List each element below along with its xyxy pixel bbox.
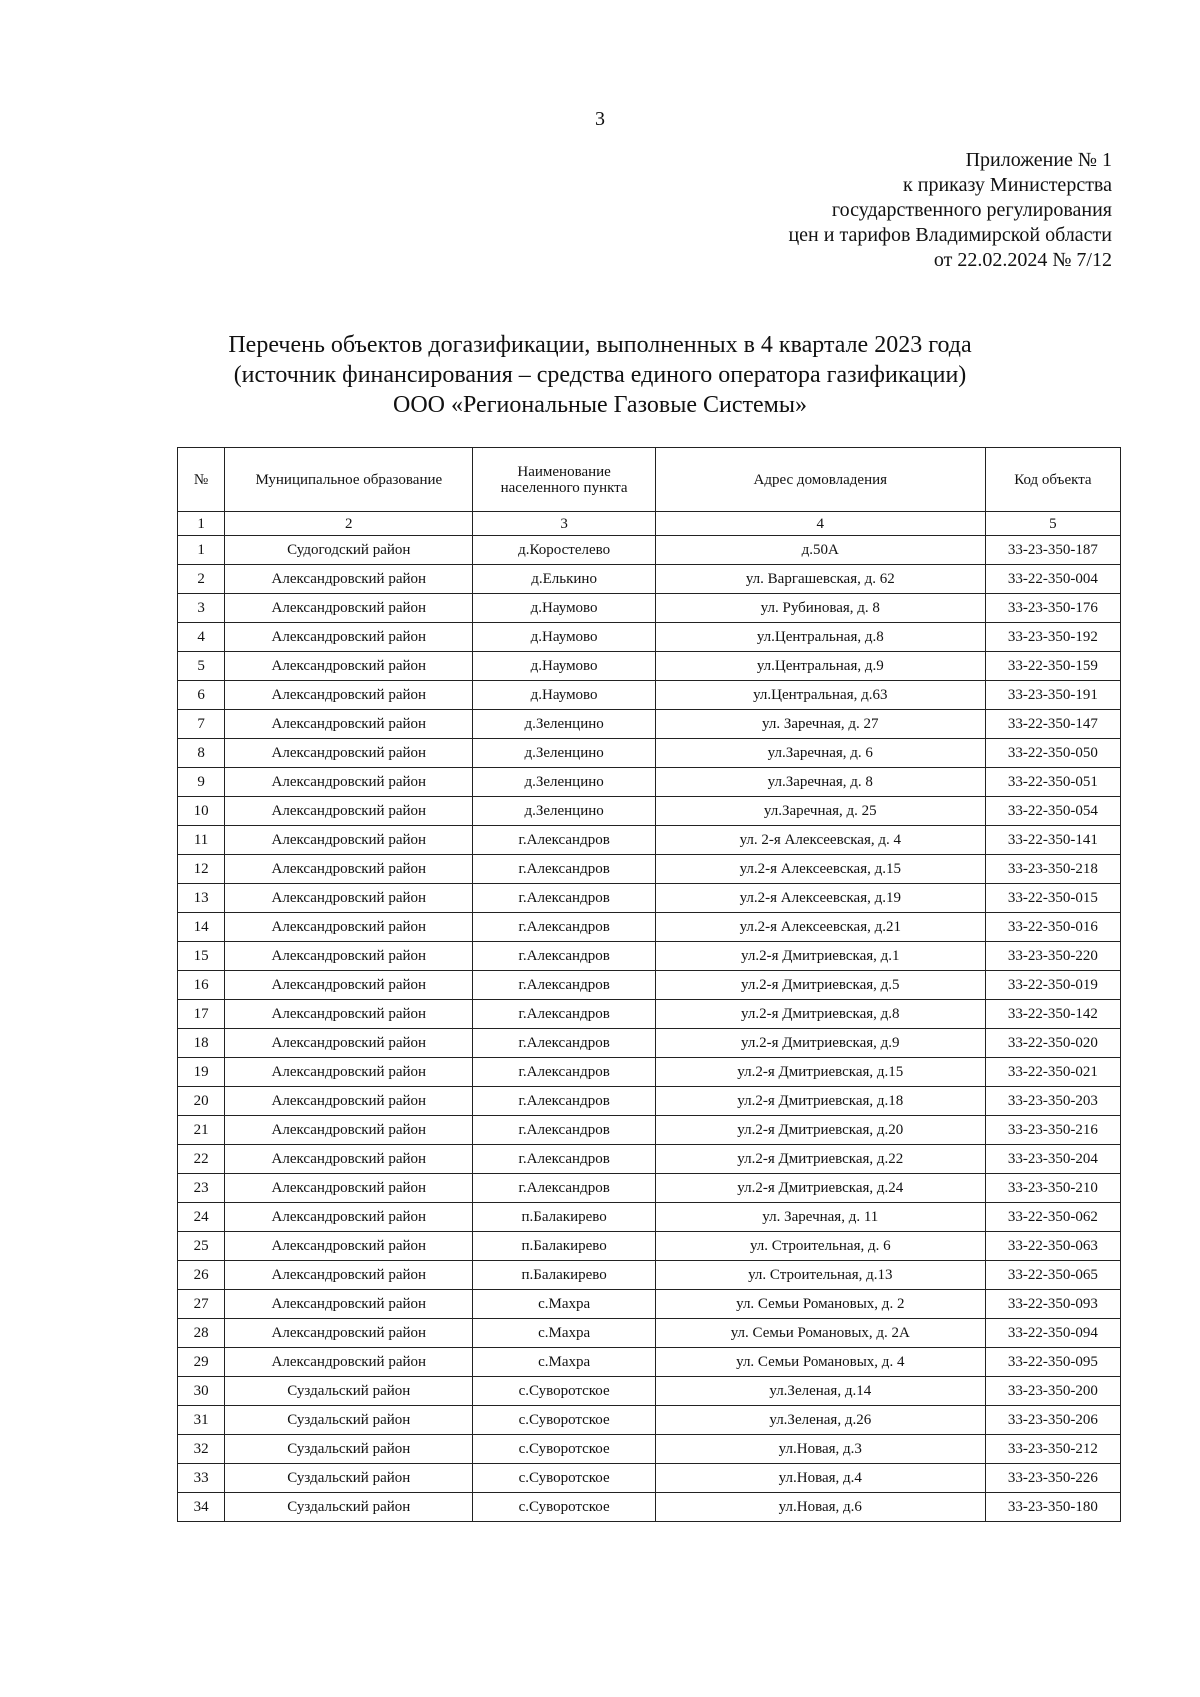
- cell-number: 32: [178, 1435, 225, 1464]
- cell-address: ул.Новая, д.6: [655, 1493, 985, 1522]
- cell-settlement: г.Александров: [473, 971, 655, 1000]
- cell-municipality: Александровский район: [225, 652, 473, 681]
- cell-object-code: 33-22-350-020: [985, 1029, 1120, 1058]
- cell-municipality: Александровский район: [225, 565, 473, 594]
- cell-number: 6: [178, 681, 225, 710]
- header-number: №: [178, 448, 225, 512]
- cell-number: 18: [178, 1029, 225, 1058]
- cell-number: 22: [178, 1145, 225, 1174]
- cell-address: ул.2-я Алексеевская, д.19: [655, 884, 985, 913]
- cell-municipality: Александровский район: [225, 797, 473, 826]
- cell-object-code: 33-23-350-176: [985, 594, 1120, 623]
- cell-municipality: Суздальский район: [225, 1377, 473, 1406]
- cell-number: 5: [178, 652, 225, 681]
- cell-municipality: Александровский район: [225, 768, 473, 797]
- header-object-code: Код объекта: [985, 448, 1120, 512]
- cell-number: 26: [178, 1261, 225, 1290]
- cell-number: 25: [178, 1232, 225, 1261]
- cell-municipality: Александровский район: [225, 739, 473, 768]
- cell-settlement: г.Александров: [473, 1174, 655, 1203]
- table-row: [178, 1029, 1121, 1058]
- cell-address: ул.Заречная, д. 25: [655, 797, 985, 826]
- cell-object-code: 33-23-350-191: [985, 681, 1120, 710]
- cell-settlement: г.Александров: [473, 1116, 655, 1145]
- cell-object-code: 33-22-350-141: [985, 826, 1120, 855]
- cell-address: ул.2-я Дмитриевская, д.1: [655, 942, 985, 971]
- cell-object-code: 33-23-350-226: [985, 1464, 1120, 1493]
- table-row: [178, 681, 1121, 710]
- cell-settlement: г.Александров: [473, 1145, 655, 1174]
- cell-address: ул. Заречная, д. 11: [655, 1203, 985, 1232]
- cell-address: ул.2-я Алексеевская, д.15: [655, 855, 985, 884]
- cell-settlement: г.Александров: [473, 884, 655, 913]
- cell-object-code: 33-22-350-015: [985, 884, 1120, 913]
- cell-number: 34: [178, 1493, 225, 1522]
- cell-settlement: с.Суворотское: [473, 1377, 655, 1406]
- cell-number: 21: [178, 1116, 225, 1145]
- cell-municipality: Александровский район: [225, 1174, 473, 1203]
- cell-municipality: Александровский район: [225, 1319, 473, 1348]
- table-row: [178, 652, 1121, 681]
- cell-settlement: г.Александров: [473, 942, 655, 971]
- cell-address: ул.Центральная, д.8: [655, 623, 985, 652]
- cell-object-code: 33-22-350-016: [985, 913, 1120, 942]
- table-row: [178, 942, 1121, 971]
- cell-number: 20: [178, 1087, 225, 1116]
- cell-municipality: Александровский район: [225, 1232, 473, 1261]
- cell-object-code: 33-23-350-210: [985, 1174, 1120, 1203]
- cell-settlement: с.Махра: [473, 1348, 655, 1377]
- cell-number: 15: [178, 942, 225, 971]
- cell-address: ул.Зеленая, д.26: [655, 1406, 985, 1435]
- cell-object-code: 33-22-350-159: [985, 652, 1120, 681]
- cell-address: ул.Новая, д.3: [655, 1435, 985, 1464]
- cell-municipality: Александровский район: [225, 681, 473, 710]
- table-row: [178, 1319, 1121, 1348]
- cell-number: 27: [178, 1290, 225, 1319]
- appendix-block: [788, 148, 1112, 273]
- cell-settlement: п.Балакирево: [473, 1261, 655, 1290]
- cell-object-code: 33-22-350-093: [985, 1290, 1120, 1319]
- cell-address: ул.Заречная, д. 6: [655, 739, 985, 768]
- table-row: [178, 1116, 1121, 1145]
- cell-address: ул.2-я Дмитриевская, д.22: [655, 1145, 985, 1174]
- cell-number: 30: [178, 1377, 225, 1406]
- cell-address: ул. Строительная, д. 6: [655, 1232, 985, 1261]
- cell-address: ул. Варгашевская, д. 62: [655, 565, 985, 594]
- table-row: [178, 1145, 1121, 1174]
- cell-number: 29: [178, 1348, 225, 1377]
- table-row: [178, 623, 1121, 652]
- appendix-line-4: цен и тарифов Владимирской области: [788, 224, 1112, 246]
- cell-address: ул.Зеленая, д.14: [655, 1377, 985, 1406]
- cell-address: ул.2-я Дмитриевская, д.18: [655, 1087, 985, 1116]
- cell-settlement: д.Зеленцино: [473, 768, 655, 797]
- column-number-2: 2: [225, 512, 473, 536]
- cell-number: 33: [178, 1464, 225, 1493]
- cell-address: ул. Семьи Романовых, д. 4: [655, 1348, 985, 1377]
- cell-settlement: с.Махра: [473, 1319, 655, 1348]
- table-row: [178, 739, 1121, 768]
- cell-number: 16: [178, 971, 225, 1000]
- cell-number: 8: [178, 739, 225, 768]
- cell-settlement: г.Александров: [473, 1029, 655, 1058]
- cell-municipality: Александровский район: [225, 594, 473, 623]
- cell-municipality: Александровский район: [225, 710, 473, 739]
- cell-settlement: с.Суворотское: [473, 1435, 655, 1464]
- cell-object-code: 33-22-350-095: [985, 1348, 1120, 1377]
- table-row: [178, 913, 1121, 942]
- table-column-numbers-row: [178, 512, 1121, 536]
- cell-object-code: 33-22-350-142: [985, 1000, 1120, 1029]
- cell-address: ул.Новая, д.4: [655, 1464, 985, 1493]
- header-municipality: Муниципальное образование: [225, 448, 473, 512]
- cell-municipality: Александровский район: [225, 1058, 473, 1087]
- cell-number: 19: [178, 1058, 225, 1087]
- cell-settlement: д.Зеленцино: [473, 797, 655, 826]
- title-line-3: ООО «Региональные Газовые Системы»: [393, 392, 807, 418]
- table-row: [178, 768, 1121, 797]
- table-row: [178, 1261, 1121, 1290]
- table-row: [178, 1464, 1121, 1493]
- cell-municipality: Суздальский район: [225, 1435, 473, 1464]
- cell-settlement: п.Балакирево: [473, 1232, 655, 1261]
- cell-municipality: Суздальский район: [225, 1464, 473, 1493]
- table-row: [178, 1087, 1121, 1116]
- cell-address: ул.Центральная, д.9: [655, 652, 985, 681]
- table-body: [178, 536, 1121, 1522]
- cell-settlement: г.Александров: [473, 855, 655, 884]
- table-row: [178, 1232, 1121, 1261]
- table-row: [178, 565, 1121, 594]
- cell-object-code: 33-22-350-054: [985, 797, 1120, 826]
- cell-object-code: 33-23-350-187: [985, 536, 1120, 565]
- cell-number: 10: [178, 797, 225, 826]
- cell-settlement: г.Александров: [473, 1087, 655, 1116]
- cell-object-code: 33-22-350-094: [985, 1319, 1120, 1348]
- header-address: Адрес домовладения: [655, 448, 985, 512]
- cell-municipality: Александровский район: [225, 1087, 473, 1116]
- cell-number: 17: [178, 1000, 225, 1029]
- table-row: [178, 797, 1121, 826]
- cell-object-code: 33-22-350-063: [985, 1232, 1120, 1261]
- cell-settlement: д.Наумово: [473, 681, 655, 710]
- cell-municipality: Александровский район: [225, 1203, 473, 1232]
- title-line-2: (источник финансирования – средства единого оператора газификации): [233, 362, 967, 388]
- cell-object-code: 33-22-350-004: [985, 565, 1120, 594]
- table-header-row: [178, 448, 1121, 512]
- cell-object-code: 33-23-350-180: [985, 1493, 1120, 1522]
- cell-object-code: 33-23-350-220: [985, 942, 1120, 971]
- header-settlement: Наименование населенного пункта: [473, 448, 655, 512]
- cell-settlement: г.Александров: [473, 1058, 655, 1087]
- cell-number: 28: [178, 1319, 225, 1348]
- cell-object-code: 33-22-350-062: [985, 1203, 1120, 1232]
- cell-number: 2: [178, 565, 225, 594]
- cell-address: ул.2-я Дмитриевская, д.9: [655, 1029, 985, 1058]
- title-line-1: Перечень объектов догазификации, выполненных в 4 квартале 2023 года: [228, 332, 972, 358]
- table-row: [178, 1058, 1121, 1087]
- cell-settlement: д.Наумово: [473, 652, 655, 681]
- table-row: [178, 1203, 1121, 1232]
- cell-address: ул.2-я Дмитриевская, д.8: [655, 1000, 985, 1029]
- cell-settlement: д.Елькино: [473, 565, 655, 594]
- cell-address: ул. Строительная, д.13: [655, 1261, 985, 1290]
- column-number-5: 5: [985, 512, 1120, 536]
- column-number-3: 3: [473, 512, 655, 536]
- table-row: [178, 884, 1121, 913]
- table-row: [178, 710, 1121, 739]
- table-row: [178, 1377, 1121, 1406]
- table-row: [178, 594, 1121, 623]
- cell-number: 24: [178, 1203, 225, 1232]
- table-row: [178, 1435, 1121, 1464]
- cell-settlement: с.Суворотское: [473, 1406, 655, 1435]
- cell-address: ул. Рубиновая, д. 8: [655, 594, 985, 623]
- cell-number: 13: [178, 884, 225, 913]
- cell-number: 7: [178, 710, 225, 739]
- cell-address: ул. Семьи Романовых, д. 2: [655, 1290, 985, 1319]
- table-row: [178, 1174, 1121, 1203]
- cell-address: ул.2-я Алексеевская, д.21: [655, 913, 985, 942]
- cell-address: ул.Заречная, д. 8: [655, 768, 985, 797]
- cell-municipality: Александровский район: [225, 1290, 473, 1319]
- cell-address: ул. Заречная, д. 27: [655, 710, 985, 739]
- cell-municipality: Александровский район: [225, 1261, 473, 1290]
- cell-municipality: Александровский район: [225, 855, 473, 884]
- cell-object-code: 33-23-350-204: [985, 1145, 1120, 1174]
- cell-settlement: д.Наумово: [473, 594, 655, 623]
- cell-object-code: 33-23-350-192: [985, 623, 1120, 652]
- cell-address: ул.2-я Дмитриевская, д.15: [655, 1058, 985, 1087]
- cell-number: 12: [178, 855, 225, 884]
- cell-address: ул.2-я Дмитриевская, д.5: [655, 971, 985, 1000]
- cell-municipality: Александровский район: [225, 884, 473, 913]
- cell-municipality: Александровский район: [225, 971, 473, 1000]
- table-row: [178, 1493, 1121, 1522]
- cell-municipality: Судогодский район: [225, 536, 473, 565]
- table-row: [178, 1348, 1121, 1377]
- table-row: [178, 971, 1121, 1000]
- appendix-line-5: от 22.02.2024 № 7/12: [933, 249, 1112, 271]
- cell-number: 3: [178, 594, 225, 623]
- cell-settlement: с.Махра: [473, 1290, 655, 1319]
- cell-settlement: д.Зеленцино: [473, 710, 655, 739]
- cell-municipality: Александровский район: [225, 826, 473, 855]
- cell-object-code: 33-22-350-050: [985, 739, 1120, 768]
- cell-object-code: 33-22-350-019: [985, 971, 1120, 1000]
- page-number: 3: [595, 108, 605, 130]
- cell-settlement: г.Александров: [473, 1000, 655, 1029]
- column-number-4: 4: [655, 512, 985, 536]
- cell-object-code: 33-22-350-065: [985, 1261, 1120, 1290]
- cell-settlement: г.Александров: [473, 826, 655, 855]
- cell-settlement: д.Зеленцино: [473, 739, 655, 768]
- table-row: [178, 1406, 1121, 1435]
- objects-table: [177, 447, 1121, 1522]
- cell-address: ул.2-я Дмитриевская, д.24: [655, 1174, 985, 1203]
- cell-municipality: Александровский район: [225, 1145, 473, 1174]
- cell-number: 4: [178, 623, 225, 652]
- cell-object-code: 33-23-350-206: [985, 1406, 1120, 1435]
- table-row: [178, 1000, 1121, 1029]
- cell-municipality: Александровский район: [225, 1029, 473, 1058]
- cell-object-code: 33-23-350-200: [985, 1377, 1120, 1406]
- cell-municipality: Александровский район: [225, 913, 473, 942]
- table-row: [178, 826, 1121, 855]
- cell-settlement: г.Александров: [473, 913, 655, 942]
- table-row: [178, 536, 1121, 565]
- cell-number: 23: [178, 1174, 225, 1203]
- cell-municipality: Александровский район: [225, 1348, 473, 1377]
- cell-settlement: п.Балакирево: [473, 1203, 655, 1232]
- cell-municipality: Александровский район: [225, 1000, 473, 1029]
- cell-number: 1: [178, 536, 225, 565]
- cell-number: 9: [178, 768, 225, 797]
- cell-object-code: 33-23-350-203: [985, 1087, 1120, 1116]
- cell-municipality: Александровский район: [225, 1116, 473, 1145]
- cell-number: 31: [178, 1406, 225, 1435]
- table-row: [178, 855, 1121, 884]
- appendix-line-1: Приложение № 1: [965, 149, 1112, 171]
- cell-settlement: д.Наумово: [473, 623, 655, 652]
- cell-number: 11: [178, 826, 225, 855]
- cell-object-code: 33-23-350-216: [985, 1116, 1120, 1145]
- appendix-line-2: к приказу Министерства: [903, 174, 1112, 196]
- cell-municipality: Александровский район: [225, 623, 473, 652]
- cell-object-code: 33-23-350-218: [985, 855, 1120, 884]
- document-title: [0, 330, 1200, 420]
- cell-object-code: 33-22-350-021: [985, 1058, 1120, 1087]
- cell-object-code: 33-23-350-212: [985, 1435, 1120, 1464]
- cell-object-code: 33-22-350-147: [985, 710, 1120, 739]
- cell-municipality: Суздальский район: [225, 1493, 473, 1522]
- cell-municipality: Суздальский район: [225, 1406, 473, 1435]
- cell-address: ул. 2-я Алексеевская, д. 4: [655, 826, 985, 855]
- table-row: [178, 1290, 1121, 1319]
- cell-settlement: д.Коростелево: [473, 536, 655, 565]
- column-number-1: 1: [178, 512, 225, 536]
- cell-object-code: 33-22-350-051: [985, 768, 1120, 797]
- cell-settlement: с.Суворотское: [473, 1493, 655, 1522]
- cell-address: ул.Центральная, д.63: [655, 681, 985, 710]
- cell-municipality: Александровский район: [225, 942, 473, 971]
- cell-address: д.50А: [655, 536, 985, 565]
- cell-address: ул. Семьи Романовых, д. 2А: [655, 1319, 985, 1348]
- cell-settlement: с.Суворотское: [473, 1464, 655, 1493]
- cell-address: ул.2-я Дмитриевская, д.20: [655, 1116, 985, 1145]
- cell-number: 14: [178, 913, 225, 942]
- appendix-line-3: государственного регулирования: [831, 199, 1112, 221]
